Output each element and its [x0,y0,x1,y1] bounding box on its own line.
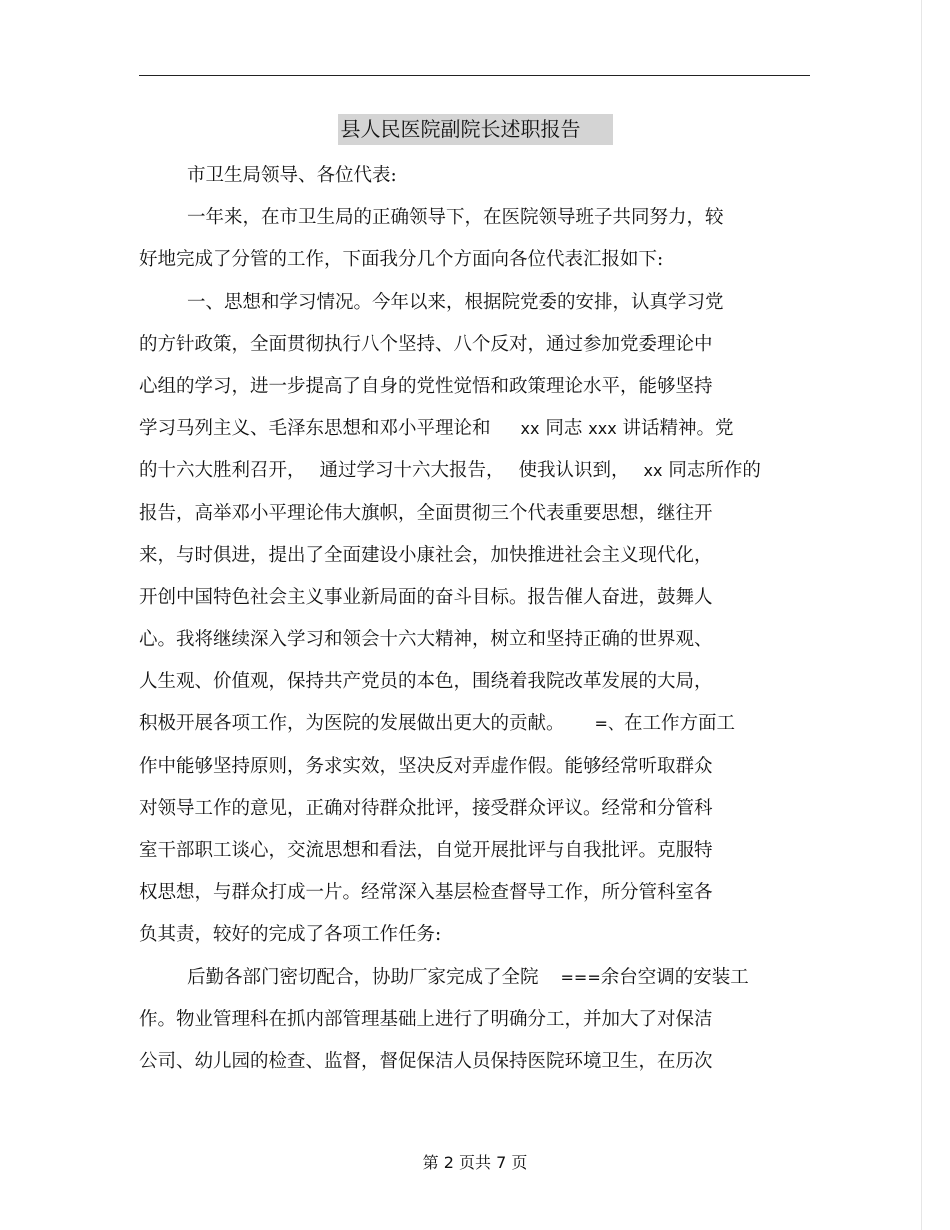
header-rule [139,75,810,76]
text-run: 通过学习十六大报告， [319,460,505,482]
text-line: 市卫生局领导、各位代表: [187,165,397,186]
text-run: 学习马列主义、毛泽东思想和邓小平理论和 [139,418,491,440]
page-footer [0,1150,950,1176]
text-line: 权思想，与群众打成一片。经常深入基层检查督导工作，所分管科室各 [139,882,713,904]
text-line: 负其责，较好的完成了各项工作任务: [139,924,442,946]
text-line: 作中能够坚持原则，务求实效，坚决反对弄虚作假。能够经常听取群众 [139,755,713,777]
text-run: 在工作方面工 [623,713,735,735]
text-line: 来，与时俱进，提出了全面建设小康社会，加快推进社会主义现代化， [139,544,713,566]
text-line: 对领导工作的意见，正确对待群众批评，接受群众评议。经常和分管科 [139,797,713,819]
text-line: 室干部职工谈心，交流思想和看法，自觉开展批评与自我批评。克服特 [139,840,713,861]
text-line: 开创中国特色社会主义事业新局面的奋斗目标。报告催人奋进，鼓舞人 [139,586,713,608]
text-run: 同志 [545,418,583,440]
text-line: 的方针政策，全面贯彻执行八个坚持、八个反对，通过参加党委理论中 [139,333,713,355]
text-line: 一、思想和学习情况。今年以来，根据院党委的安排，认真学习党 [187,291,724,313]
text-line: 心组的学习，进一步提高了自身的党性觉悟和政策理论水平，能够坚持 [139,375,713,397]
text-line [139,703,810,745]
document-title: 县人民医院副院长述职报告 [338,114,613,145]
text-line: 公司、幼儿园的检查、监督，督促保洁人员保持医院环境卫生，在历次 [139,1050,713,1072]
text-run: === [560,967,601,987]
text-line [139,408,810,450]
text-line: 好地完成了分管的工作，下面我分几个方面向各位代表汇报如下: [139,249,664,271]
text-line [139,450,810,492]
text-run: 的十六大胜利召开， [139,460,306,482]
text-line: 心。我将继续深入学习和领会十六大精神，树立和坚持正确的世界观、 [139,629,713,651]
text-run: 使我认识到， [518,460,630,482]
text-run: xx [643,461,663,481]
text-run: xxx [588,419,617,439]
text-run: 讲话精神。党 [622,418,734,440]
text-line [139,957,810,999]
text-line: 一年来，在市卫生局的正确领导下，在医院领导班子共同努力，较 [187,207,724,229]
text-run: xx [520,419,540,439]
text-run: 积极开展各项工作，为医院的发展做出更大的贡献。 [139,713,565,735]
page-number-total: 7 [496,1153,507,1172]
page-number-middle: 页共 [458,1153,491,1172]
page-right-edge [921,0,922,1230]
document-body [139,155,810,1083]
text-line: 报告，高举邓小平理论伟大旗帜，全面贯彻三个代表重要思想，继往开 [139,502,713,524]
text-run: 同志所作的 [668,460,761,482]
text-line: 作。物业管理科在抓内部管理基础上进行了明确分工，并加大了对保洁 [139,1008,713,1030]
page-number-prefix: 第 [422,1153,439,1172]
text-line: 人生观、价值观，保持共产党员的本色，围绕着我院改革发展的大局， [139,671,713,693]
document-title-wrapper [0,114,950,145]
text-run: 余台空调的安装工 [600,966,749,988]
text-run: 后勤各部门密切配合，协助厂家完成了全院 [187,966,539,988]
page-number-suffix: 页 [511,1153,528,1172]
text-run: =、 [594,714,624,734]
page-number-current: 2 [443,1153,454,1172]
